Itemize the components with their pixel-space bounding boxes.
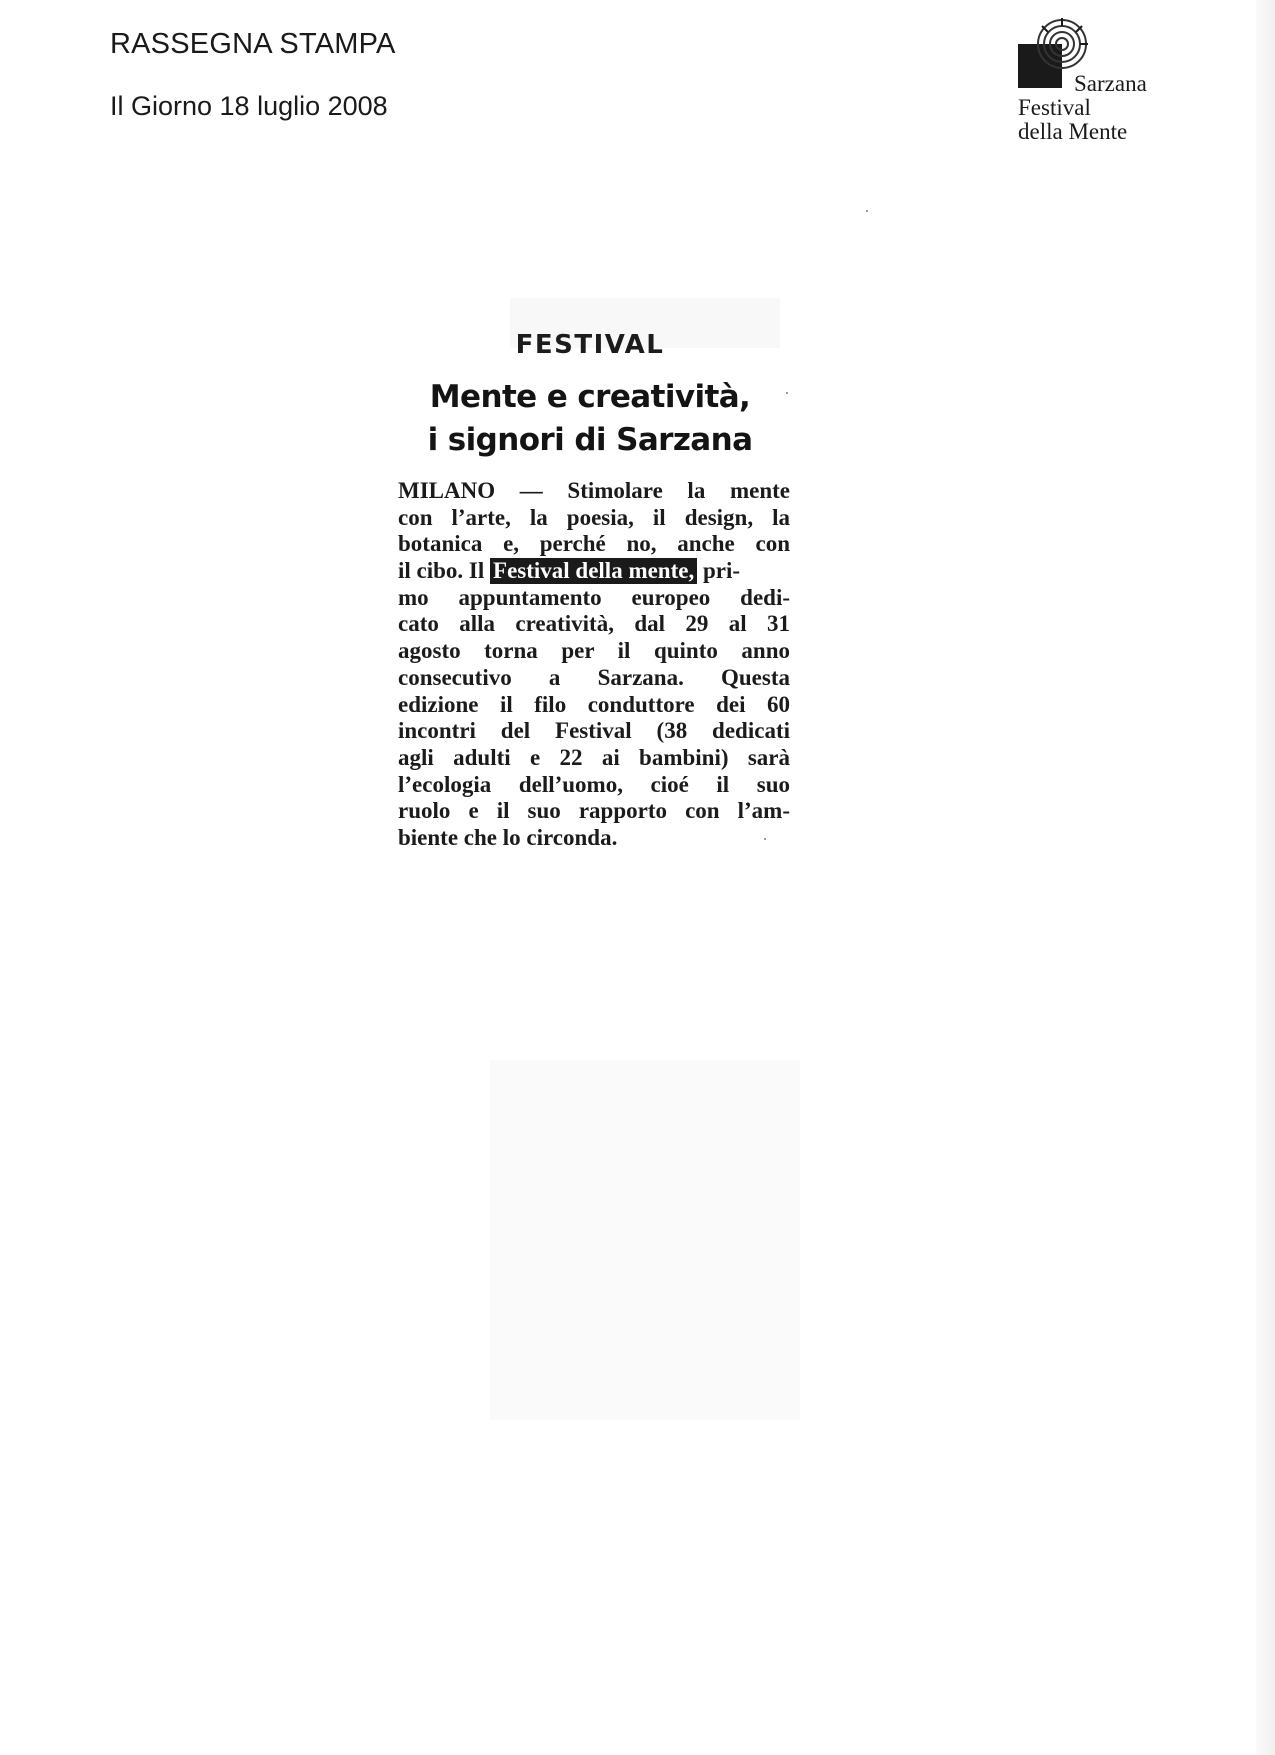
body-line: consecutivo a Sarzana. Questa xyxy=(398,664,790,690)
body-line: MILANO — Stimolare la mente xyxy=(398,478,790,503)
article-headline xyxy=(400,376,780,462)
logo-text-sarzana: Sarzana xyxy=(1074,71,1147,96)
press-review-title: RASSEGNA STAMPA xyxy=(110,28,396,60)
logo-text-della-mente: della Mente xyxy=(1018,119,1128,144)
headline-line-1: Mente e creatività, xyxy=(429,379,751,415)
festival-logo xyxy=(1016,16,1186,144)
body-line: incontri del Festival (38 dedicati xyxy=(398,718,790,744)
publication-date: Il Giorno 18 luglio 2008 xyxy=(110,91,388,121)
body-line: ruolo e il suo rapporto con l’am- xyxy=(398,798,790,824)
scan-speck xyxy=(764,838,766,840)
scan-speck xyxy=(786,392,788,394)
scan-speck xyxy=(866,210,868,212)
body-line: agosto torna per il quinto anno xyxy=(398,638,790,664)
article-kicker: FESTIVAL xyxy=(515,330,665,360)
body-line-start: il cibo. Il xyxy=(398,558,485,584)
highlighted-festival-name: Festival della mente, xyxy=(490,558,697,584)
headline-line-2: i signori di Sarzana xyxy=(427,422,753,458)
body-line-end: pri- xyxy=(702,558,741,584)
body-line: agli adulti e 22 ai bambini) sarà xyxy=(398,744,790,770)
scan-ghost-area xyxy=(490,1060,800,1420)
body-line: edizione il filo conduttore dei 60 xyxy=(398,691,790,717)
body-line: con l’arte, la poesia, il design, la xyxy=(398,504,790,530)
article-body xyxy=(398,478,790,852)
scan-edge xyxy=(1256,0,1275,1755)
body-line: botanica e, perché no, anche con xyxy=(398,531,790,557)
body-line-with-highlight xyxy=(398,558,790,585)
body-line: cato alla creatività, dal 29 al 31 xyxy=(398,611,790,637)
body-line: l’ecologia dell’uomo, cioé il suo xyxy=(398,771,790,797)
body-line-last: biente che lo circonda. xyxy=(398,824,618,850)
logo-text-festival: Festival xyxy=(1018,95,1091,120)
body-line: mo appuntamento europeo dedi- xyxy=(398,584,790,610)
